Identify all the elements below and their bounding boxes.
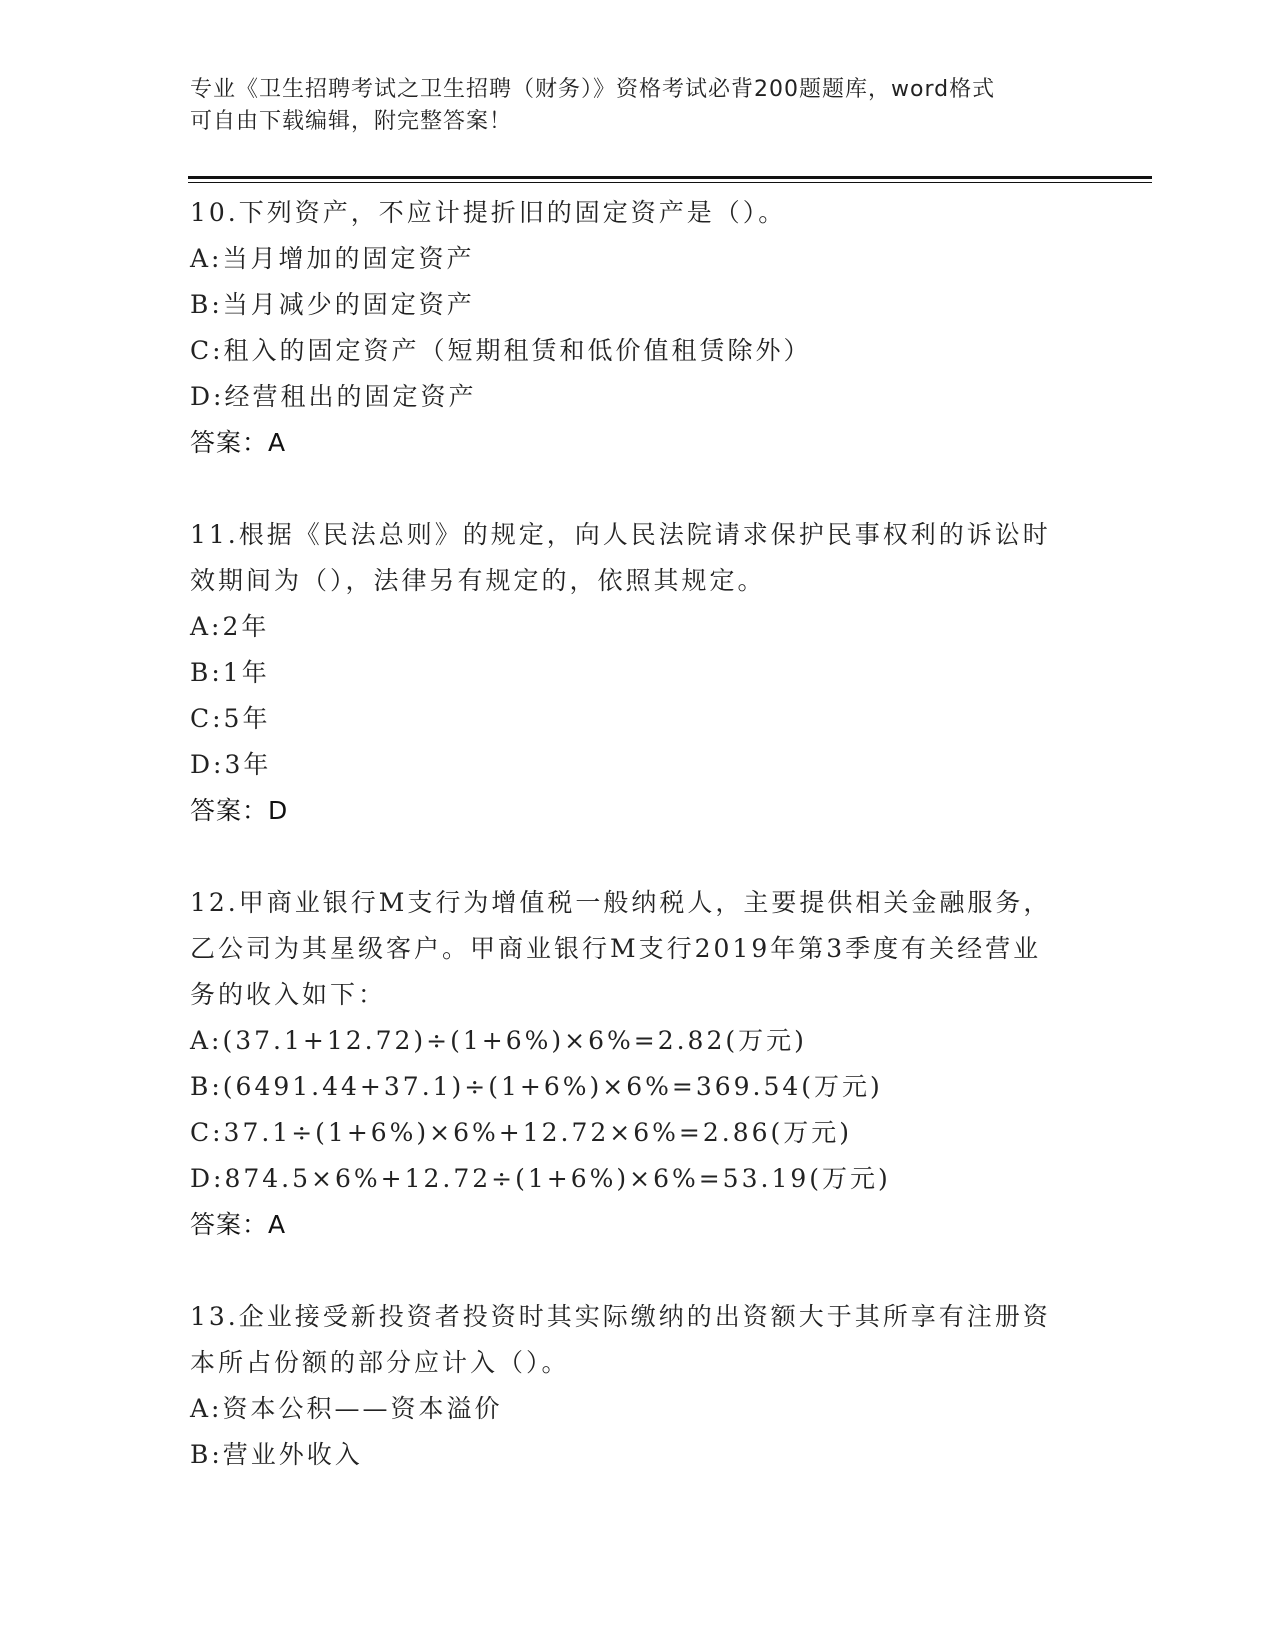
option-d: D:3年 [190,750,272,779]
answer: 答案：A [190,1210,287,1239]
header-divider-thin [188,182,1152,183]
option-b: B:当月减少的固定资产 [190,290,475,319]
header-line-2: 可自由下载编辑，附完整答案！ [190,109,513,134]
option-b: B:1年 [190,658,270,687]
question-stem: 11.根据《民法总则》的规定，向人民法院请求保护民事权利的诉讼时 [190,520,1051,549]
option-a: A:资本公积——资本溢价 [190,1394,503,1423]
question-stem: 12.甲商业银行M支行为增值税一般纳税人，主要提供相关金融服务， [190,888,1052,917]
header-divider-thick [188,176,1152,179]
question-10 [190,190,1090,466]
option-c: C:租入的固定资产（短期租赁和低价值租赁除外） [190,336,812,365]
answer: 答案：A [190,428,287,457]
header-line-1: 专业《卫生招聘考试之卫生招聘（财务）》资格考试必背200题题库，word格式 [190,77,996,102]
option-b: B:营业外收入 [190,1440,363,1469]
option-d: D:874.5×6%+12.72÷(1+6%)×6%=53.19(万元) [190,1164,891,1193]
question-stem: 本所占份额的部分应计入（）。 [190,1348,570,1377]
option-a: A:2年 [190,612,270,641]
question-stem: 务的收入如下： [190,980,387,1009]
answer: 答案：D [190,796,289,825]
option-d: D:经营租出的固定资产 [190,382,477,411]
option-a: A:当月增加的固定资产 [190,244,475,273]
question-stem: 乙公司为其星级客户。甲商业银行M支行2019年第3季度有关经营业 [190,934,1042,963]
option-c: C:37.1÷(1+6%)×6%+12.72×6%=2.86(万元) [190,1118,853,1147]
question-stem: 10.下列资产，不应计提折旧的固定资产是（）。 [190,198,787,227]
option-c: C:5年 [190,704,271,733]
question-list [190,190,1090,1524]
option-b: B:(6491.44+37.1)÷(1+6%)×6%=369.54(万元) [190,1072,883,1101]
question-12 [190,880,1090,1248]
option-a: A:(37.1+12.72)÷(1+6%)×6%=2.82(万元) [190,1026,807,1055]
question-13 [190,1294,1090,1478]
document-header [190,74,1090,138]
question-stem: 13.企业接受新投资者投资时其实际缴纳的出资额大于其所享有注册资 [190,1302,1051,1331]
question-11 [190,512,1090,834]
question-stem: 效期间为（），法律另有规定的，依照其规定。 [190,566,766,595]
